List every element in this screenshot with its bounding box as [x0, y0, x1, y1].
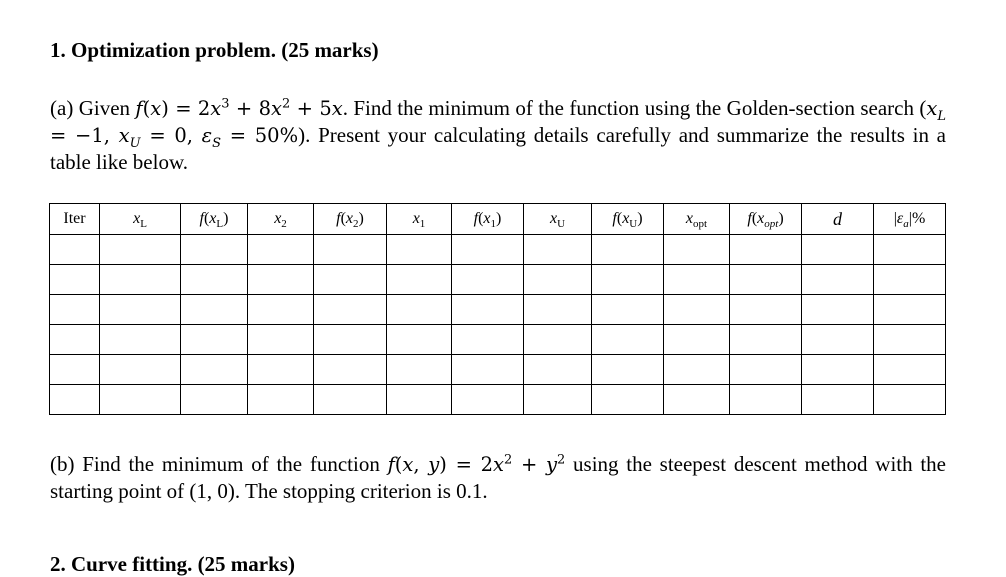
table-cell [592, 235, 664, 265]
table-cell [100, 265, 181, 295]
table-cell [248, 325, 314, 355]
part-a-paragraph [50, 95, 946, 176]
table-cell [50, 355, 100, 385]
table-cell [452, 385, 524, 415]
table-header-cell: $x_U$ [524, 204, 592, 235]
table-cell [592, 265, 664, 295]
table-cell [248, 355, 314, 385]
table-cell [248, 235, 314, 265]
table-cell [664, 265, 730, 295]
table-cell [100, 325, 181, 355]
table-row [50, 385, 946, 415]
part-b-intro: (b) Find the minimum of the function [50, 452, 388, 476]
table-cell [664, 325, 730, 355]
table-cell [874, 265, 946, 295]
part-a-text-1: . Find the minimum of the function using the Golden-section search ( [342, 96, 927, 120]
table-cell [524, 325, 592, 355]
table-cell [592, 355, 664, 385]
table-cell [387, 385, 452, 415]
table-cell [181, 355, 248, 385]
part-a-function: $f(x) = 2x^3 + 8x^2 + 5x$ [135, 96, 343, 120]
table-cell [592, 385, 664, 415]
table-cell [730, 295, 802, 325]
table-header-cell: Iter [50, 204, 100, 235]
part-b-paragraph [50, 451, 946, 505]
table-cell [730, 385, 802, 415]
table-cell [100, 355, 181, 385]
table-cell [802, 355, 874, 385]
table-row [50, 355, 946, 385]
table-cell [387, 265, 452, 295]
table-header-cell: $x_L$ [100, 204, 181, 235]
table-cell [802, 265, 874, 295]
table-header-cell: $f(x_{opt})$ [730, 204, 802, 235]
table-cell [387, 355, 452, 385]
table-cell [314, 295, 387, 325]
table-cell [181, 265, 248, 295]
part-b-text: using the steepest descent method with the starting point of (1, 0). The stopping criterion is 0.1. [50, 452, 946, 503]
table-cell [664, 295, 730, 325]
table-cell [50, 235, 100, 265]
table-cell [181, 295, 248, 325]
table-cell [524, 385, 592, 415]
problem-2-heading: 2. Curve fitting. (25 marks) [50, 552, 295, 576]
table-cell [50, 325, 100, 355]
table-cell [100, 235, 181, 265]
table-cell [664, 355, 730, 385]
table-header-cell: $f(x_U)$ [592, 204, 664, 235]
table-cell [874, 385, 946, 415]
table-cell [524, 295, 592, 325]
table-cell [50, 265, 100, 295]
table-cell [874, 355, 946, 385]
part-a-params: $x_L = -1$, $x_U = 0$, $\varepsilon_S = 50\%$ [50, 97, 946, 151]
table-cell [874, 235, 946, 265]
table-cell [730, 235, 802, 265]
table-header-cell: $x_2$ [248, 204, 314, 235]
results-table [49, 203, 946, 415]
table-header-cell: $|\varepsilon_a|\%$ [874, 204, 946, 235]
table-cell [664, 385, 730, 415]
table-row [50, 265, 946, 295]
table-cell [524, 235, 592, 265]
table-cell [100, 385, 181, 415]
table-cell [387, 325, 452, 355]
table-row [50, 325, 946, 355]
table-cell [664, 235, 730, 265]
table-cell [452, 355, 524, 385]
table-row [50, 235, 946, 265]
table-header-cell: $x_1$ [387, 204, 452, 235]
table-cell [387, 235, 452, 265]
table-cell [181, 235, 248, 265]
table-cell [100, 295, 181, 325]
table-header-cell: d [802, 204, 874, 235]
table-cell [730, 265, 802, 295]
part-b-function: f(x, $y) = 2x^2 + y^2$ [387, 452, 566, 476]
table-cell [181, 325, 248, 355]
table-header-cell: $f(x_1)$ [452, 204, 524, 235]
table-cell [387, 295, 452, 325]
table-cell [181, 385, 248, 415]
table-cell [248, 295, 314, 325]
table-row [50, 295, 946, 325]
table-cell [730, 325, 802, 355]
table-cell [314, 325, 387, 355]
table-cell [802, 385, 874, 415]
table-cell [314, 385, 387, 415]
table-cell [452, 325, 524, 355]
table-cell [452, 235, 524, 265]
table-cell [874, 325, 946, 355]
problem-1-heading: 1. Optimization problem. (25 marks) [50, 38, 379, 62]
table-cell [802, 235, 874, 265]
table-cell [874, 295, 946, 325]
table-header-cell: $f(x_2)$ [314, 204, 387, 235]
table-cell [524, 355, 592, 385]
table-cell [50, 385, 100, 415]
table-cell [314, 265, 387, 295]
table-header-row [50, 204, 946, 235]
table-cell [730, 355, 802, 385]
table-cell [248, 385, 314, 415]
part-a-text-2: ). Present your calculating details carefully and summarize the results in a table like below. [50, 123, 947, 174]
table-header-cell: $x_{opt}$ [664, 204, 730, 235]
table-cell [452, 295, 524, 325]
table-cell [314, 235, 387, 265]
table-cell [452, 265, 524, 295]
table-cell [314, 355, 387, 385]
results-table-wrapper [49, 203, 946, 415]
table-cell [802, 295, 874, 325]
table-cell [802, 325, 874, 355]
table-cell [592, 325, 664, 355]
table-cell [50, 295, 100, 325]
part-a-intro: (a) Given [50, 96, 136, 120]
table-cell [592, 295, 664, 325]
table-header-cell: $f(x_L)$ [181, 204, 248, 235]
table-cell [524, 265, 592, 295]
table-cell [248, 265, 314, 295]
